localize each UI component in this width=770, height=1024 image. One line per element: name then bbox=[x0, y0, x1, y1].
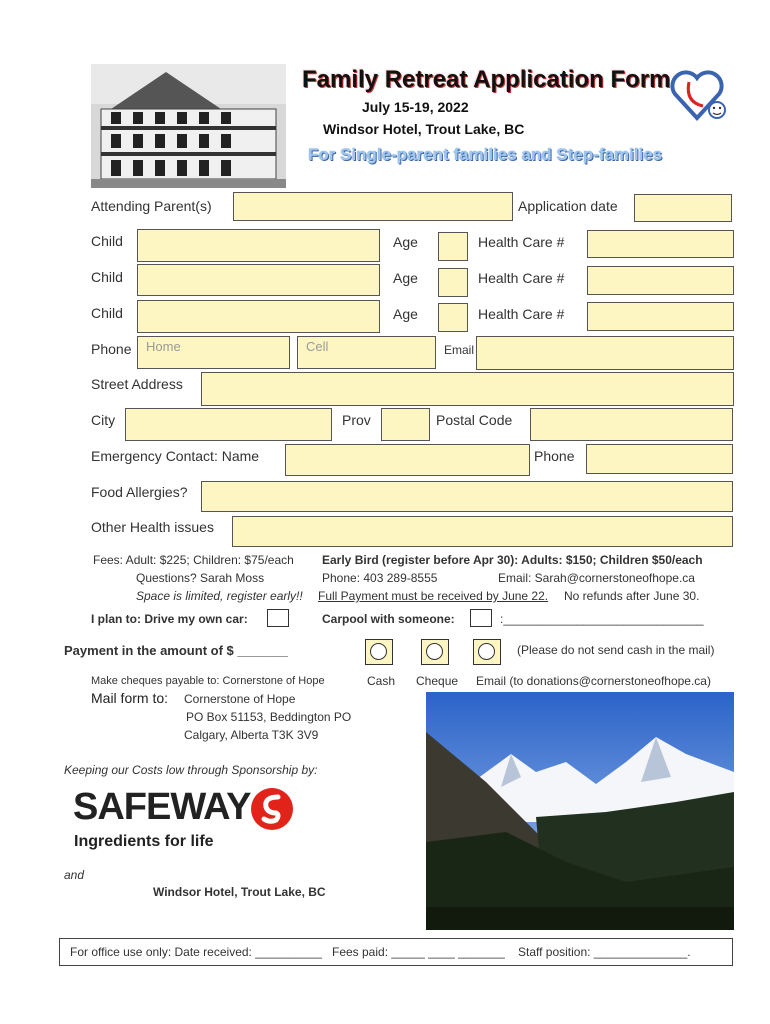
cash-radio[interactable] bbox=[365, 639, 393, 665]
no-cash-note: (Please do not send cash in the mail) bbox=[517, 643, 715, 657]
no-refunds-note: No refunds after June 30. bbox=[564, 589, 700, 603]
office-date-received[interactable]: For office use only: Date received: __________ bbox=[70, 945, 322, 959]
office-use-box bbox=[59, 938, 733, 966]
drive-own-car-checkbox[interactable] bbox=[267, 609, 289, 627]
postal-code-label: Postal Code bbox=[436, 412, 513, 428]
emergency-name-field[interactable] bbox=[285, 444, 530, 476]
cheque-radio[interactable] bbox=[421, 639, 449, 665]
application-date-field[interactable] bbox=[634, 194, 732, 222]
child-name-field[interactable] bbox=[137, 300, 380, 333]
attending-parent-field[interactable] bbox=[233, 192, 513, 221]
email-label: Email bbox=[444, 343, 475, 357]
postal-code-field[interactable] bbox=[530, 408, 733, 441]
emergency-phone-label: Phone bbox=[534, 448, 575, 464]
other-health-label: Other Health issues bbox=[91, 519, 214, 535]
attending-parent-label: Attending Parent(s) bbox=[91, 198, 212, 214]
payment-amount-label: Payment in the amount of $ _______ bbox=[64, 643, 288, 658]
city-label: City bbox=[91, 412, 116, 428]
questions-contact: Questions? Sarah Moss bbox=[136, 571, 265, 585]
health-care-label: Health Care # bbox=[478, 306, 565, 322]
carpool-name-line[interactable]: :______________________________ bbox=[500, 612, 704, 626]
carpool-label: Carpool with someone: bbox=[322, 612, 455, 626]
office-staff-position[interactable]: Staff position: ______________. bbox=[518, 945, 691, 959]
payment-option-cash: Cash bbox=[367, 674, 396, 688]
health-care-field[interactable] bbox=[587, 302, 734, 331]
age-label: Age bbox=[393, 270, 418, 286]
fees-text: Fees: Adult: $225; Children: $75/each bbox=[93, 553, 294, 567]
child-age-field[interactable] bbox=[438, 268, 468, 297]
child-name-field[interactable] bbox=[137, 229, 380, 262]
health-care-field[interactable] bbox=[587, 266, 734, 295]
application-date-label: Application date bbox=[518, 198, 618, 214]
home-phone-field[interactable]: Home bbox=[137, 336, 290, 369]
mountain-photo bbox=[426, 692, 734, 930]
drive-own-car-label: I plan to: Drive my own car: bbox=[91, 612, 248, 626]
child-label: Child bbox=[91, 233, 123, 249]
child-label: Child bbox=[91, 269, 123, 285]
early-bird-text: Early Bird (register before Apr 30): Adults: $150; Children $50/each bbox=[322, 553, 703, 567]
other-health-field[interactable] bbox=[232, 516, 733, 547]
full-payment-note: Full Payment must be received by June 22. bbox=[318, 589, 549, 603]
email-transfer-radio[interactable] bbox=[473, 639, 501, 665]
child-age-field[interactable] bbox=[438, 303, 468, 332]
age-label: Age bbox=[393, 306, 418, 322]
child-age-field[interactable] bbox=[438, 232, 468, 261]
prov-label: Prov bbox=[342, 412, 371, 428]
cheques-payable-note: Make cheques payable to: Cornerstone of Hope bbox=[91, 675, 325, 687]
prov-field[interactable] bbox=[381, 408, 430, 441]
food-allergies-field[interactable] bbox=[201, 481, 733, 512]
cell-phone-field[interactable]: Cell bbox=[297, 336, 436, 369]
safeway-logo-text: SAFEWAY bbox=[73, 786, 251, 828]
sponsorship-intro: Keeping our Costs low through Sponsorship by: bbox=[64, 763, 318, 777]
questions-email: Email: Sarah@cornerstoneofhope.ca bbox=[498, 571, 695, 585]
heart-stethoscope-icon bbox=[667, 62, 733, 128]
health-care-label: Health Care # bbox=[478, 234, 565, 250]
food-allergies-label: Food Allergies? bbox=[91, 484, 188, 500]
child-label: Child bbox=[91, 305, 123, 321]
mail-address-line-3: Calgary, Alberta T3K 3V9 bbox=[184, 728, 319, 742]
safeway-tagline: Ingredients for life bbox=[74, 833, 214, 850]
safeway-s-icon bbox=[250, 787, 294, 831]
street-address-label: Street Address bbox=[91, 376, 183, 392]
windsor-sponsor: Windsor Hotel, Trout Lake, BC bbox=[153, 885, 326, 899]
and-text: and bbox=[64, 868, 85, 882]
email-field[interactable] bbox=[476, 336, 734, 370]
event-dates: July 15-19, 2022 bbox=[362, 99, 469, 115]
health-care-field[interactable] bbox=[587, 230, 734, 258]
age-label: Age bbox=[393, 234, 418, 250]
child-name-field[interactable] bbox=[137, 264, 380, 296]
payment-option-email: Email (to donations@cornerstoneofhope.ca) bbox=[476, 674, 711, 688]
form-title: Family Retreat Application Form bbox=[302, 66, 671, 93]
payment-option-cheque: Cheque bbox=[416, 674, 459, 688]
mail-address-line-1: Cornerstone of Hope bbox=[184, 692, 296, 706]
mail-form-label: Mail form to: bbox=[91, 690, 169, 706]
office-fees-paid[interactable]: Fees paid: _____ ____ _______ bbox=[332, 945, 505, 959]
health-care-label: Health Care # bbox=[478, 270, 565, 286]
emergency-phone-field[interactable] bbox=[586, 444, 733, 474]
event-location: Windsor Hotel, Trout Lake, BC bbox=[323, 121, 525, 137]
carpool-checkbox[interactable] bbox=[470, 609, 492, 627]
city-field[interactable] bbox=[125, 408, 332, 441]
mail-address-line-2: PO Box 51153, Beddington PO bbox=[186, 710, 352, 724]
street-address-field[interactable] bbox=[201, 372, 734, 406]
questions-phone: Phone: 403 289-8555 bbox=[322, 571, 438, 585]
space-limited-note: Space is limited, register early!! bbox=[136, 589, 303, 603]
audience-subtitle: For Single-parent families and Step-families bbox=[308, 145, 663, 164]
phone-label: Phone bbox=[91, 341, 132, 357]
hotel-photo bbox=[91, 64, 286, 188]
emergency-contact-label: Emergency Contact: Name bbox=[91, 448, 260, 464]
